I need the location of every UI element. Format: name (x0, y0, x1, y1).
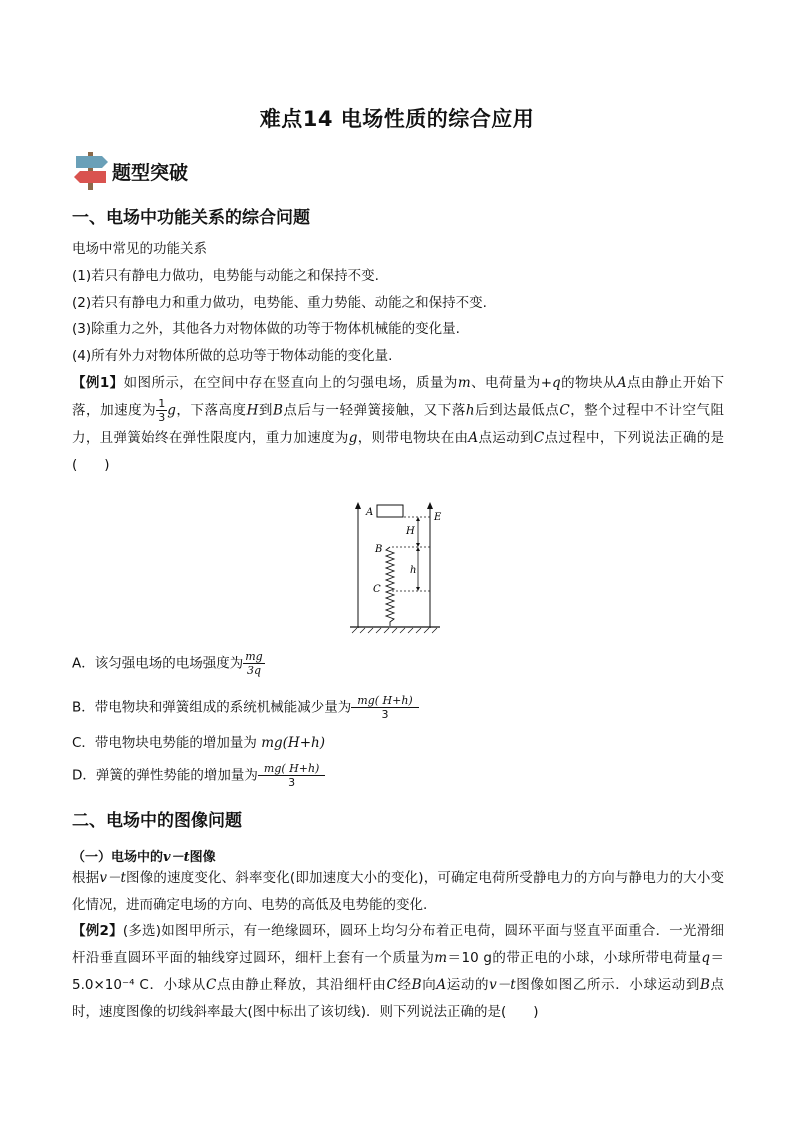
option-b: B．带电物块和弹簧组成的系统机械能减少量为 $\frac{mg( H+h)}{3}$ (72, 694, 419, 721)
section-2-heading: 二、电场中的图像问题 (72, 811, 242, 831)
section-1-intro: 电场中常见的功能关系 (72, 241, 207, 257)
option-d: D．弹簧的弹性势能的增加量为 $\frac{mg( H+h)}{3}$ (72, 762, 325, 789)
section-1-heading: 一、电场中功能关系的综合问题 (72, 208, 310, 228)
page-title: 难点14 电场性质的综合应用 (259, 107, 535, 131)
label-H: H (406, 526, 415, 537)
list-item: (2)若只有静电力和重力做功，电势能、重力势能、动能之和保持不变. (72, 295, 487, 311)
banner-label: 题型突破 (112, 162, 189, 184)
example-1-stem: 【例1】如图所示，在空间中存在竖直向上的匀强电场，质量为m、电荷量为+q的物块从A点由静止开始下落，加速度为 $\frac{1}{3}$ g，下落高度H到B点后与一轻弹簧接触，又下落h后到达最低点C，整个过程中不计空气阻力，且弹簧始终在弹性限度内，重力加速度为g，则带电物块在由A点运动到C点过程中，下列说法正确的是( ) (72, 375, 725, 473)
fraction: $\frac{1}{3}$ (158, 397, 166, 424)
label-C: C (373, 584, 381, 595)
label-E: E (434, 512, 442, 523)
label-B: B (375, 544, 383, 555)
section-2-paragraph: 根据v－t图像的速度变化、斜率变化(即加速度大小的变化)，可确定电荷所受静电力的方向与静电力的大小变化情况，进而确定电场的方向、电势的高低及电势能的变化. (72, 870, 724, 913)
subsection-heading: （一）电场中的v－t图像 (72, 850, 216, 865)
label-h: h (410, 565, 417, 576)
list-item: (3)除重力之外，其他各力对物体做的功等于物体机械能的变化量. (72, 321, 460, 337)
label-A: A (366, 507, 374, 518)
list-item: (1)若只有静电力做功，电势能与动能之和保持不变. (72, 268, 379, 284)
option-a: A．该匀强电场的电场强度为 $\frac{mg}{3q}$ (72, 650, 263, 677)
example-tag: 【例2】 (72, 923, 123, 939)
option-c: C．带电物块电势能的增加量为 mg(H+h) (72, 735, 325, 751)
spring-block-figure (348, 500, 448, 635)
example-2-stem: 【例2】(多选)如图甲所示，有一绝缘圆环，圆环上均匀分布着正电荷，圆环平面与竖直平面重合．一光滑细杆沿垂直圆环平面的轴线穿过圆环，细杆上套有一个质量为m＝10 g的带正电的小球，小球所带电荷量q＝5.0×10⁻⁴ C．小球从C点由静止释放，其沿细杆由C经B向A运动的v－t图像如图乙所示．小球运动到B点时，速度图像的切线斜率最大(图中标出了该切线)．则下列说法正确的是( ) (72, 923, 725, 1020)
list-item: (4)所有外力对物体所做的总功等于物体动能的变化量. (72, 348, 393, 364)
example-tag: 【例1】 (72, 375, 124, 391)
